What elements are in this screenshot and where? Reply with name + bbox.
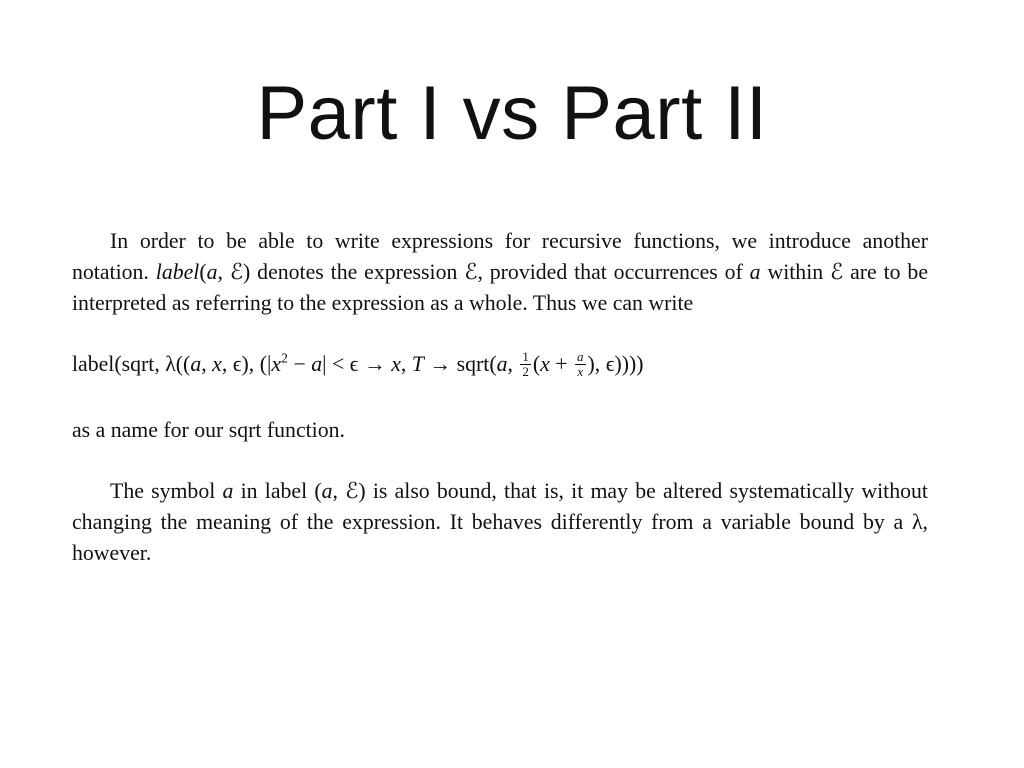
paragraph-sqrt-name: as a name for our sqrt function. [72,417,345,442]
paragraph-label-notation: In order to be able to write expressions for recursive functions, we introduce another notation. label(a, ℰ) denotes the expression ℰ, provided that occurrences of a within ℰ are to be interpreted as referring to the expression as a whole. Thus we can write [72,229,928,315]
slide-title: Part I vs Part II [256,71,768,156]
paragraph-bound-symbol: The symbol a in label (a, ℰ) is also bound, that is, it may be altered systematically without changing the meaning of the expression. It behaves differently from a variable bound by a λ, however. [72,478,928,565]
sqrt-label-formula: label(sqrt, λ((a, x, ϵ), ($|x^2 - a| < \epsilon \to x$, T → sqrt(a, $\frac{1}{2}$ (x + $\frac{a}{x}$ ), ϵ)))) [72,348,644,379]
document-excerpt [72,226,928,569]
